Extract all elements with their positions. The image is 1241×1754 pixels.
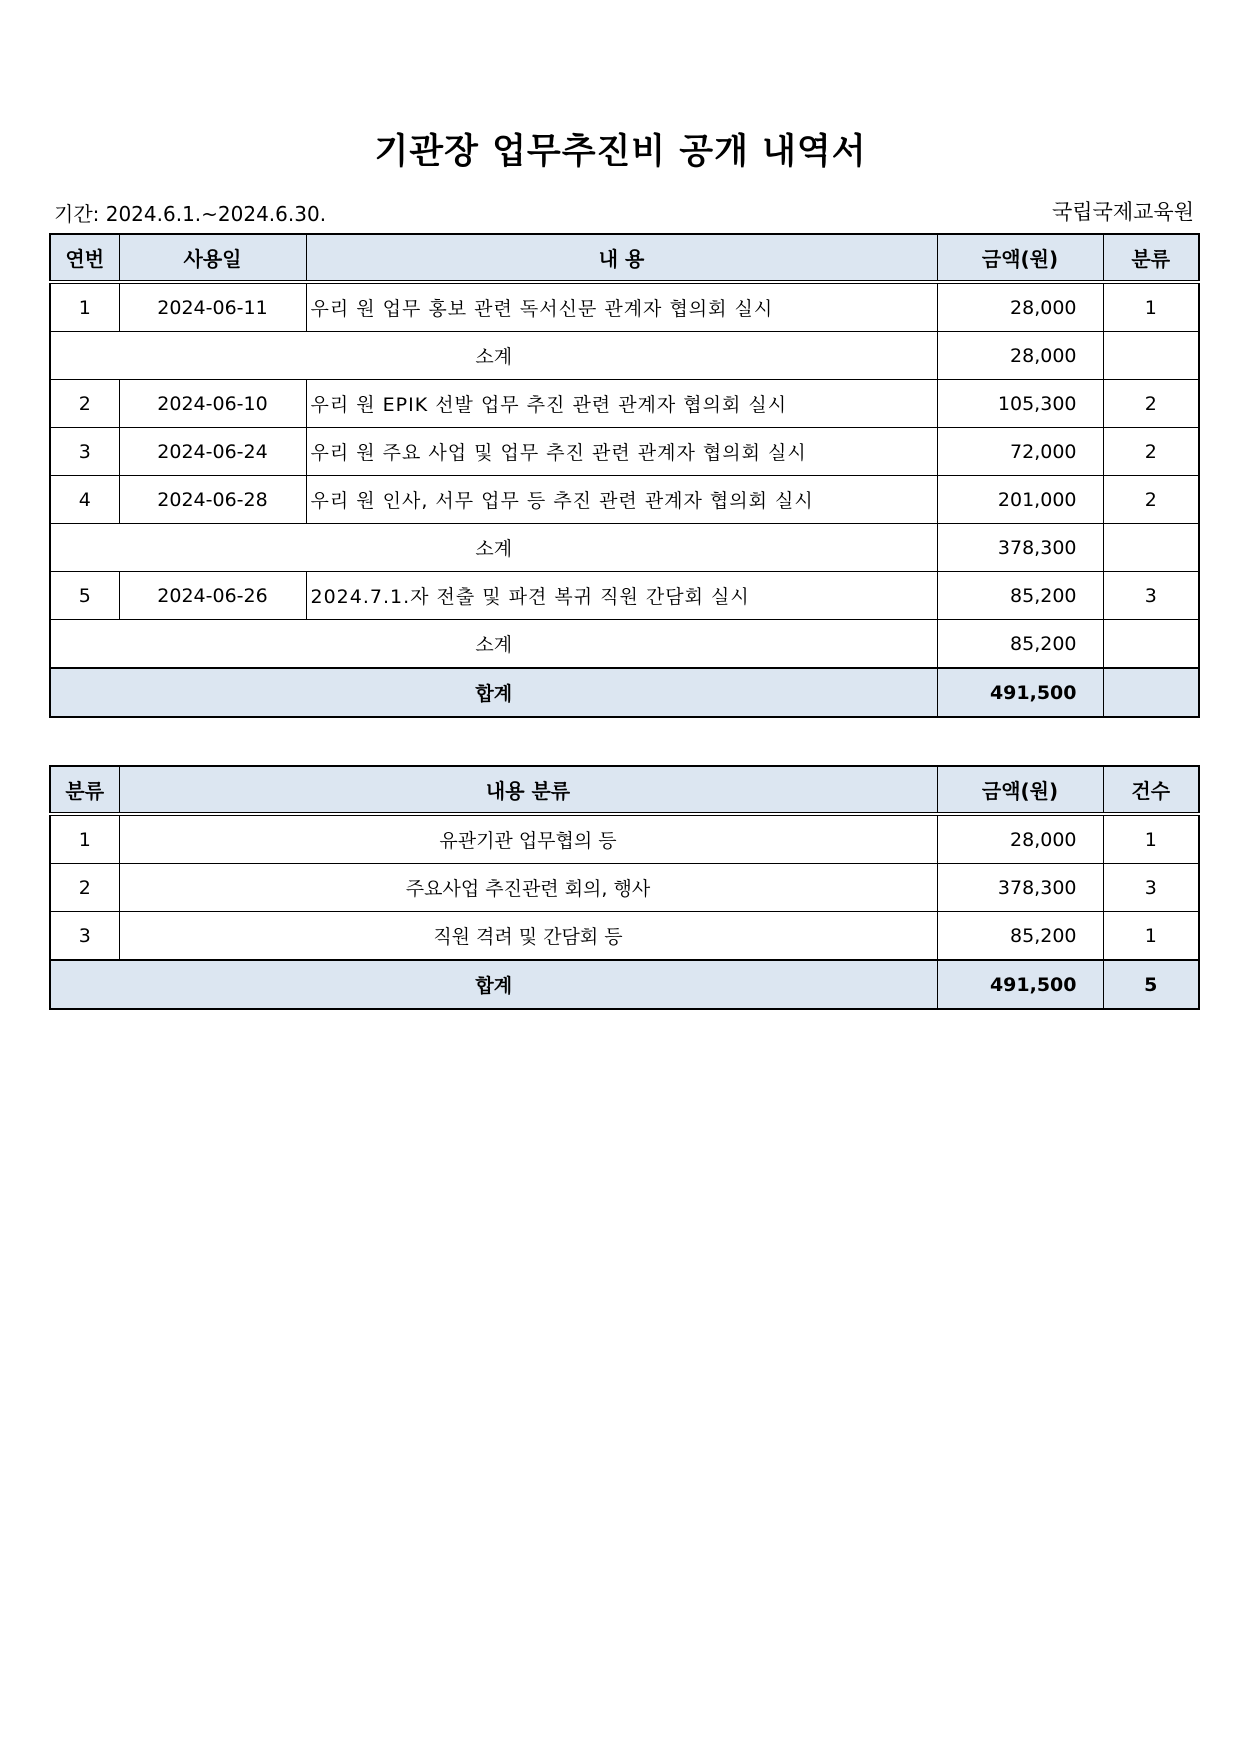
total-label: 합계	[50, 960, 937, 1009]
total-amount: 491,500	[937, 668, 1103, 717]
row-category: 3	[50, 912, 119, 961]
row-category: 2	[1103, 428, 1199, 476]
subtotal-row	[50, 620, 1199, 669]
table-row	[50, 282, 1199, 332]
row-content: 우리 원 EPIK 선발 업무 추진 관련 관계자 협의회 실시	[306, 380, 937, 428]
total-count: 5	[1103, 960, 1199, 1009]
expense-table	[49, 233, 1200, 718]
row-category: 2	[1103, 476, 1199, 524]
row-date: 2024-06-11	[119, 282, 306, 332]
row-content: 2024.7.1.자 전출 및 파견 복귀 직원 간담회 실시	[306, 572, 937, 620]
subtotal-amount: 85,200	[937, 620, 1103, 669]
subtotal-row	[50, 332, 1199, 380]
subtotal-amount: 378,300	[937, 524, 1103, 572]
row-amount: 85,200	[937, 572, 1103, 620]
row-amount: 105,300	[937, 380, 1103, 428]
header-no: 연번	[50, 234, 119, 282]
row-date: 2024-06-26	[119, 572, 306, 620]
row-amount: 72,000	[937, 428, 1103, 476]
header-description: 내용 분류	[119, 766, 937, 814]
row-count: 1	[1103, 814, 1199, 864]
total-label: 합계	[50, 668, 937, 717]
header-amount: 금액(원)	[937, 234, 1103, 282]
header-category: 분류	[1103, 234, 1199, 282]
subtotal-empty	[1103, 332, 1199, 380]
table-row	[50, 864, 1199, 912]
table-row	[50, 380, 1199, 428]
table-row	[50, 476, 1199, 524]
subtotal-row	[50, 524, 1199, 572]
table-header-row	[50, 766, 1199, 814]
row-amount: 201,000	[937, 476, 1103, 524]
subtotal-label: 소계	[50, 620, 937, 669]
row-amount: 378,300	[937, 864, 1103, 912]
row-amount: 85,200	[937, 912, 1103, 961]
row-description: 직원 격려 및 간담회 등	[119, 912, 937, 961]
total-amount: 491,500	[937, 960, 1103, 1009]
subtotal-amount: 28,000	[937, 332, 1103, 380]
header-count: 건수	[1103, 766, 1199, 814]
subtotal-label: 소계	[50, 524, 937, 572]
total-row	[50, 668, 1199, 717]
row-category: 2	[1103, 380, 1199, 428]
header-category: 분류	[50, 766, 119, 814]
table-row	[50, 572, 1199, 620]
header-amount: 금액(원)	[937, 766, 1103, 814]
row-no: 3	[50, 428, 119, 476]
row-no: 1	[50, 282, 119, 332]
total-empty	[1103, 668, 1199, 717]
row-date: 2024-06-28	[119, 476, 306, 524]
row-count: 3	[1103, 864, 1199, 912]
row-category: 1	[1103, 282, 1199, 332]
header-date: 사용일	[119, 234, 306, 282]
row-no: 2	[50, 380, 119, 428]
row-content: 우리 원 주요 사업 및 업무 추진 관련 관계자 협의회 실시	[306, 428, 937, 476]
row-count: 1	[1103, 912, 1199, 961]
page-title: 기관장 업무추진비 공개 내역서	[374, 132, 867, 172]
subtotal-empty	[1103, 524, 1199, 572]
row-amount: 28,000	[937, 814, 1103, 864]
row-date: 2024-06-10	[119, 380, 306, 428]
row-category: 2	[50, 864, 119, 912]
table-header-row	[50, 234, 1199, 282]
row-content: 우리 원 인사, 서무 업무 등 추진 관련 관계자 협의회 실시	[306, 476, 937, 524]
row-category: 1	[50, 814, 119, 864]
table-row	[50, 912, 1199, 961]
organization-name: 국립국제교육원	[1051, 200, 1194, 224]
row-no: 5	[50, 572, 119, 620]
header-content: 내 용	[306, 234, 937, 282]
row-category: 3	[1103, 572, 1199, 620]
subtotal-label: 소계	[50, 332, 937, 380]
row-description: 주요사업 추진관련 회의, 행사	[119, 864, 937, 912]
category-summary-table	[49, 765, 1200, 1010]
row-description: 유관기관 업무협의 등	[119, 814, 937, 864]
row-amount: 28,000	[937, 282, 1103, 332]
subtotal-empty	[1103, 620, 1199, 669]
row-content: 우리 원 업무 홍보 관련 독서신문 관계자 협의회 실시	[306, 282, 937, 332]
total-row	[50, 960, 1199, 1009]
period-label: 기간: 2024.6.1.~2024.6.30.	[54, 202, 327, 226]
table-row	[50, 814, 1199, 864]
table-row	[50, 428, 1199, 476]
row-date: 2024-06-24	[119, 428, 306, 476]
row-no: 4	[50, 476, 119, 524]
